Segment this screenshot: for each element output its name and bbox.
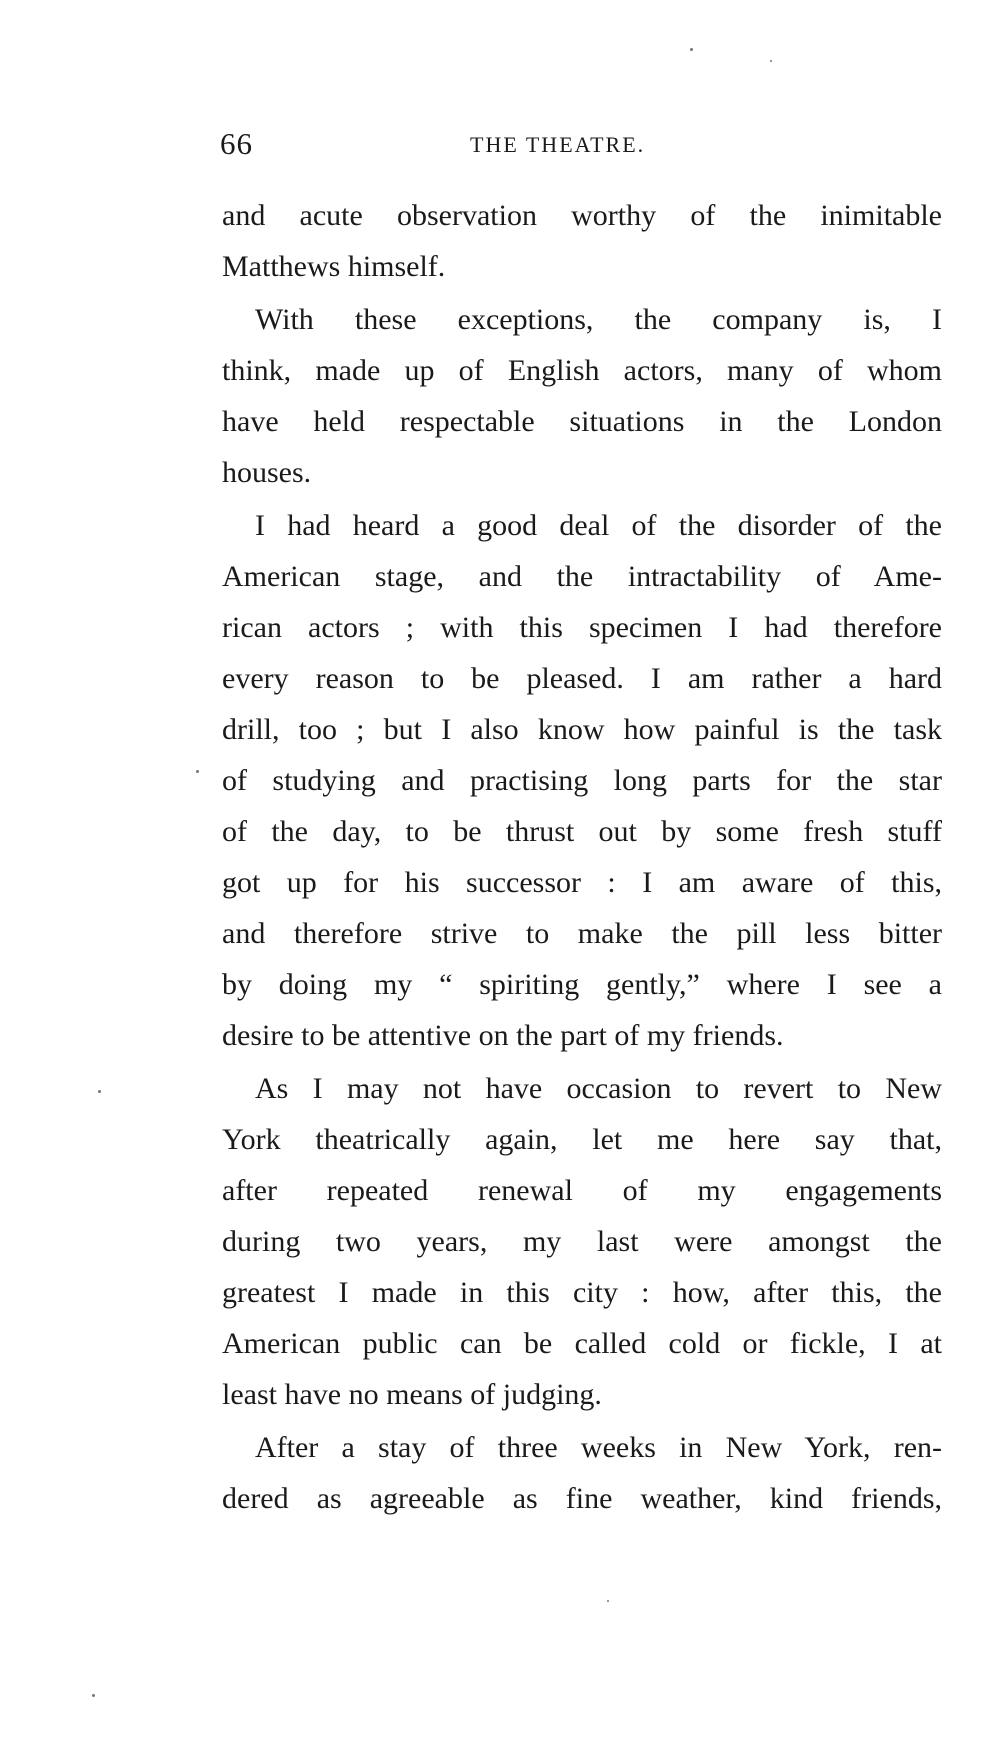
text-line: Matthews himself. — [222, 250, 446, 283]
text-line: after repeated renewal of my engagements — [222, 1174, 942, 1207]
paragraph — [222, 1422, 942, 1524]
running-title: THE THEATRE. — [470, 132, 646, 157]
text-line: As I may not have occasion to revert to New — [255, 1072, 942, 1105]
text-line: by doing my “ spiriting gently,” where I see a — [222, 968, 942, 1001]
paper-speck — [196, 770, 199, 773]
paper-speck — [607, 1600, 609, 1602]
text-line: think, made up of English actors, many of whom — [222, 354, 942, 387]
paper-speck — [92, 1694, 95, 1697]
page-header — [220, 126, 942, 166]
text-line: With these exceptions, the company is, I — [255, 303, 942, 336]
text-line: houses. — [222, 456, 312, 489]
text-line: rican actors ; with this specimen I had therefore — [222, 611, 942, 644]
paragraph — [222, 500, 942, 1061]
text-line: got up for his successor : I am aware of this, — [222, 866, 942, 899]
text-line: desire to be attentive on the part of my friends. — [222, 1019, 784, 1052]
paragraph — [222, 190, 942, 292]
text-line: every reason to be pleased. I am rather a hard — [222, 662, 942, 695]
text-line: After a stay of three weeks in New York, ren- — [255, 1431, 942, 1464]
paragraph — [222, 294, 942, 498]
text-line: dered as agreeable as fine weather, kind friends, — [222, 1482, 942, 1515]
text-line: and acute observation worthy of the inimitable — [222, 199, 942, 232]
text-line: have held respectable situations in the London — [222, 405, 942, 438]
text-line: York theatrically again, let me here say that, — [222, 1123, 942, 1156]
text-line: of studying and practising long parts for the star — [222, 764, 942, 797]
text-line: least have no means of judging. — [222, 1378, 602, 1411]
text-line: of the day, to be thrust out by some fresh stuff — [222, 815, 942, 848]
body-text — [222, 190, 942, 1524]
text-line: greatest I made in this city : how, after this, the — [222, 1276, 942, 1309]
text-line: and therefore strive to make the pill less bitter — [222, 917, 942, 950]
text-line: during two years, my last were amongst the — [222, 1225, 942, 1258]
paper-speck — [770, 60, 772, 62]
text-line: drill, too ; but I also know how painful is the task — [222, 713, 942, 746]
page-number: 66 — [220, 126, 253, 161]
paper-speck — [98, 1090, 101, 1093]
text-line: American stage, and the intractability of Ame- — [222, 560, 942, 593]
paragraph — [222, 1063, 942, 1420]
text-line: I had heard a good deal of the disorder of the — [255, 509, 942, 542]
text-line: American public can be called cold or fickle, I at — [222, 1327, 942, 1360]
paper-speck — [690, 48, 693, 51]
